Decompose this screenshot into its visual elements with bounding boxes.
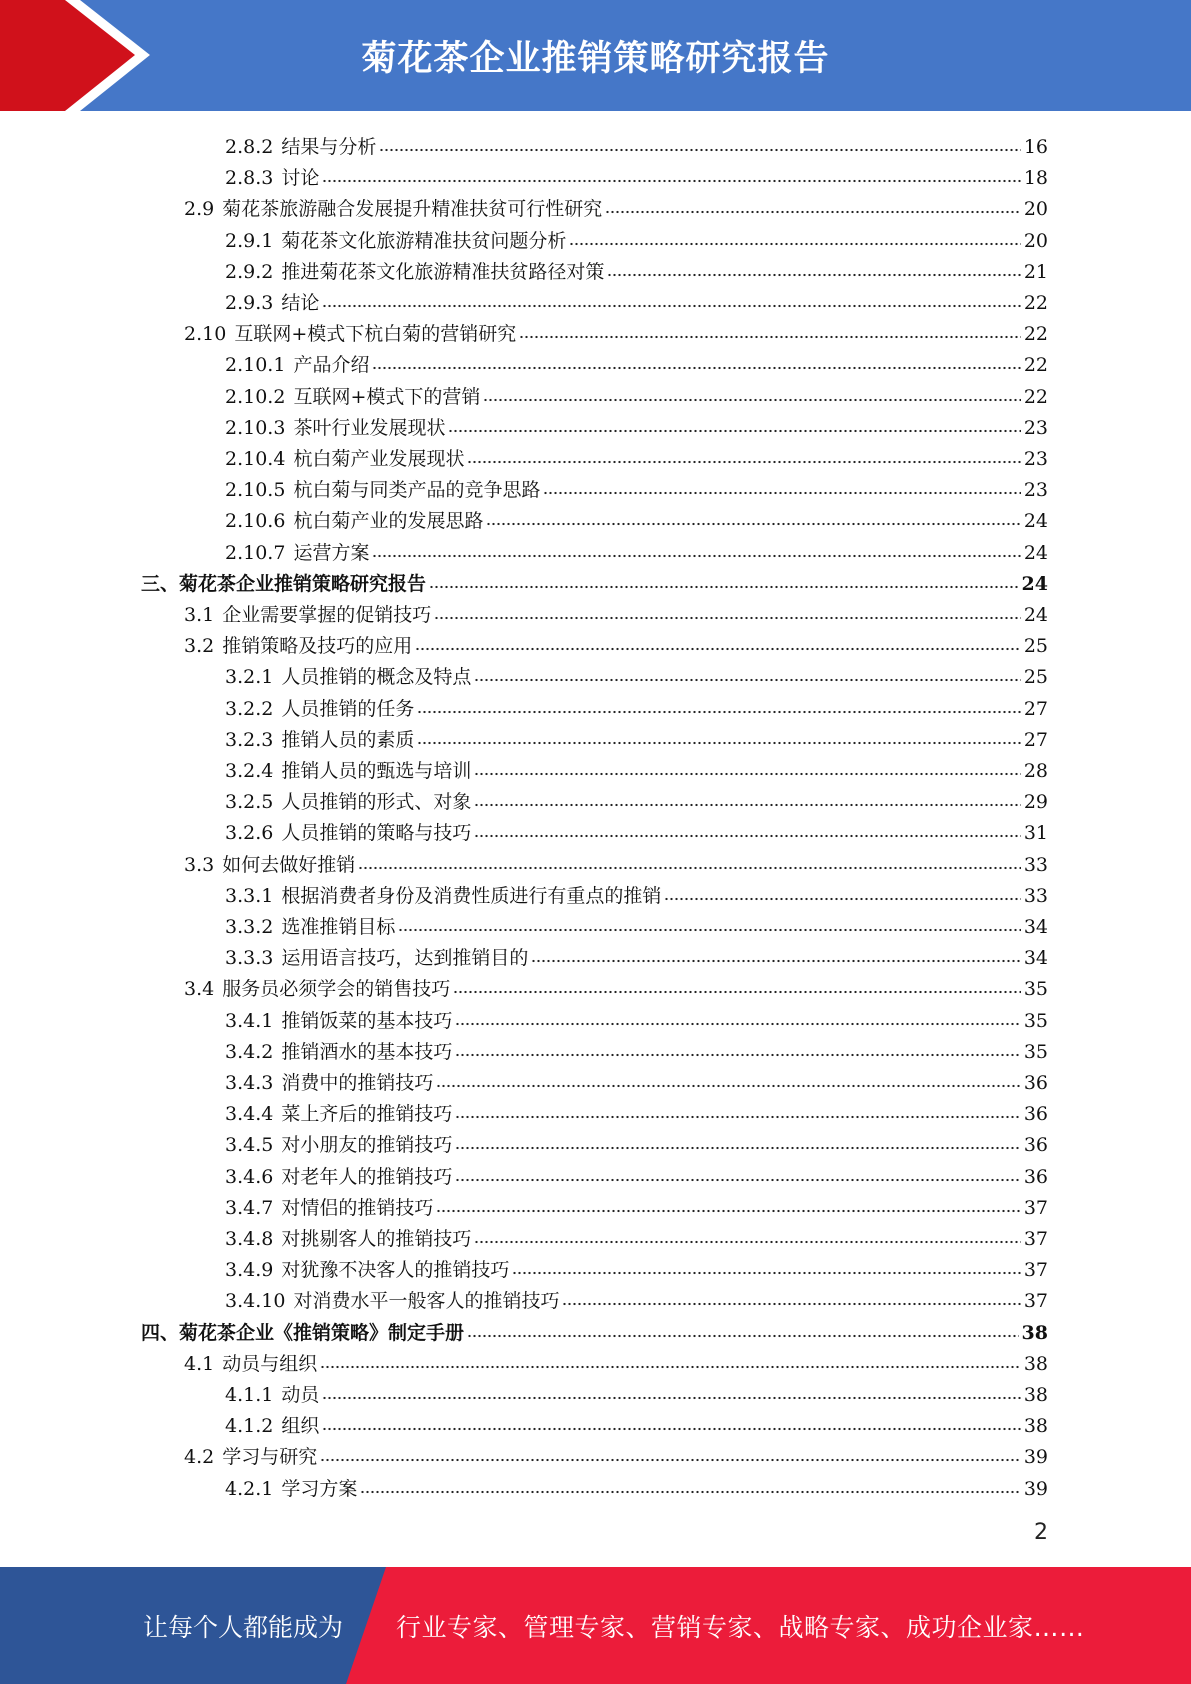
toc-entry[interactable] [225, 689, 1048, 720]
toc-dot-leader [417, 709, 1020, 715]
toc-entry-number: 3.4.8 [225, 1228, 274, 1250]
toc-entry-page: 28 [1023, 760, 1048, 782]
toc-entry-number: 3.4.6 [225, 1165, 274, 1188]
toc-entry-page: 23 [1023, 416, 1048, 439]
toc-dot-leader [455, 1052, 1020, 1058]
toc-entry-title: 讨论 [281, 167, 320, 190]
toc-entry-title: 对消费水平一般客人的推销技巧 [293, 1290, 560, 1313]
toc-entry-title: 互联网+模式下的营销 [293, 385, 481, 408]
toc-entry-title: 人员推销的任务 [281, 697, 415, 720]
toc-entry[interactable] [184, 314, 1048, 345]
toc-dot-leader [322, 303, 1020, 309]
toc-entry-title: 产品介绍 [293, 354, 370, 377]
toc-entry[interactable] [225, 127, 1048, 158]
toc-entry-number: 3.3.3 [225, 947, 274, 970]
toc-entry-page: 36 [1023, 1134, 1048, 1157]
toc-entry-number: 4.2 [184, 1446, 215, 1469]
toc-entry[interactable] [225, 1188, 1048, 1219]
toc-dot-leader [664, 896, 1020, 902]
toc-entry-title: 茶叶行业发展现状 [293, 416, 446, 439]
toc-entry-title: 运营方案 [293, 541, 370, 564]
toc-entry-page: 21 [1023, 260, 1048, 283]
toc-entry-title: 杭白菊与同类产品的竞争思路 [293, 479, 541, 502]
toc-entry[interactable] [225, 1063, 1048, 1094]
toc-entry-number: 3.2.6 [225, 822, 274, 845]
toc-entry[interactable] [225, 221, 1048, 252]
toc-entry-title: 消费中的推销技巧 [281, 1072, 434, 1094]
toc-entry-title: 推销饭菜的基本技巧 [281, 1009, 453, 1032]
toc-entry-page: 24 [1023, 604, 1048, 626]
toc-entry-page: 37 [1023, 1196, 1048, 1219]
toc-entry-number: 3.3.2 [225, 916, 274, 938]
toc-dot-leader [474, 677, 1020, 683]
toc-entry[interactable] [225, 907, 1048, 938]
toc-entry-title: 杭白菊产业发展现状 [293, 448, 465, 470]
toc-entry-page: 37 [1023, 1228, 1048, 1250]
toc-entry-page: 35 [1023, 1009, 1048, 1032]
toc-dot-leader [455, 1177, 1020, 1183]
toc-entry-title: 人员推销的概念及特点 [281, 666, 472, 689]
toc-entry[interactable] [225, 1375, 1048, 1406]
toc-dot-leader [436, 1208, 1020, 1214]
toc-entry-number: 2.9.1 [225, 229, 274, 252]
toc-entry-number: 2.10 [184, 323, 227, 346]
toc-entry[interactable] [184, 969, 1048, 1000]
toc-entry-title: 服务员必须学会的销售技巧 [222, 978, 451, 1001]
toc-entry-number: 3.4.9 [225, 1259, 274, 1282]
toc-entry-page: 34 [1023, 916, 1048, 938]
toc-dot-leader [483, 397, 1020, 403]
toc-dot-leader [372, 553, 1020, 559]
toc-entry-title: 运用语言技巧，达到推销目的 [281, 947, 529, 970]
toc-entry-number: 2.10.6 [225, 510, 286, 533]
toc-entry-number: 3.1 [184, 604, 215, 626]
toc-entry-number: 3.4.3 [225, 1072, 274, 1094]
toc-entry-page: 16 [1023, 136, 1048, 158]
toc-entry-number: 3.2.4 [225, 760, 274, 782]
toc-entry[interactable] [225, 1157, 1048, 1188]
toc-entry-title: 推销策略及技巧的应用 [222, 635, 413, 658]
toc-entry-title: 对小朋友的推销技巧 [281, 1134, 453, 1157]
toc-entry-number: 2.8.2 [225, 136, 274, 158]
toc-dot-leader [455, 1021, 1020, 1027]
toc-entry-title: 人员推销的策略与技巧 [281, 822, 472, 845]
toc-dot-leader [467, 1333, 1019, 1339]
toc-entry-page: 25 [1023, 635, 1048, 658]
toc-entry[interactable] [225, 283, 1048, 314]
toc-entry[interactable] [225, 252, 1048, 283]
toc-dot-leader [569, 241, 1020, 247]
toc-entry-number: 3.2.5 [225, 791, 274, 814]
toc-entry[interactable] [225, 751, 1048, 782]
toc-entry-number: 2.9.3 [225, 292, 274, 314]
toc-entry-page: 37 [1023, 1259, 1048, 1282]
toc-entry-number: 3.4.1 [225, 1009, 274, 1032]
toc-entry[interactable] [184, 1344, 1048, 1375]
toc-entry-number: 3.4 [184, 978, 215, 1001]
toc-dot-leader [531, 958, 1020, 964]
toc-entry[interactable] [225, 782, 1048, 813]
toc-dot-leader [455, 1145, 1020, 1151]
toc-entry-title: 互联网+模式下杭白菊的营销研究 [234, 323, 517, 346]
toc-dot-leader [453, 989, 1021, 995]
toc-entry[interactable] [225, 1125, 1048, 1156]
toc-dot-leader [474, 1239, 1020, 1245]
toc-entry-title: 选准推销目标 [281, 916, 396, 938]
toc-entry-title: 动员 [281, 1384, 320, 1406]
toc-entry[interactable] [225, 938, 1048, 969]
toc-dot-leader [607, 272, 1020, 278]
toc-entry-number: 2.8.3 [225, 167, 274, 190]
toc-entry[interactable] [225, 876, 1048, 907]
toc-entry-page: 20 [1023, 198, 1048, 221]
toc-entry[interactable] [225, 377, 1048, 408]
toc-entry-number: 3.2.2 [225, 697, 274, 720]
toc-entry-title: 对挑剔客人的推销技巧 [281, 1228, 472, 1250]
toc-entry-number: 3.3 [184, 853, 215, 876]
toc-dot-leader [429, 584, 1019, 590]
toc-entry-page: 35 [1023, 1040, 1048, 1063]
toc-dot-leader [322, 178, 1020, 184]
toc-entry-title: 四、菊花茶企业《推销策略》制定手册 [141, 1321, 465, 1344]
toc-dot-leader [605, 209, 1021, 215]
toc-entry[interactable] [225, 345, 1048, 376]
toc-entry-page: 20 [1023, 229, 1048, 252]
toc-entry-number: 3.4.2 [225, 1040, 274, 1063]
toc-entry-page: 35 [1023, 978, 1048, 1001]
toc-dot-leader [474, 771, 1020, 777]
toc-dot-leader [415, 646, 1021, 652]
toc-entry-page: 39 [1023, 1477, 1048, 1500]
toc-dot-leader [512, 1270, 1020, 1276]
toc-entry-title: 学习方案 [281, 1477, 358, 1500]
toc-entry-page: 22 [1023, 292, 1048, 314]
toc-dot-leader [320, 1457, 1021, 1463]
toc-dot-leader [436, 1083, 1020, 1089]
toc-entry[interactable] [225, 657, 1048, 688]
toc-dot-leader [358, 865, 1021, 871]
toc-entry-title: 菊花茶旅游融合发展提升精准扶贫可行性研究 [222, 198, 603, 221]
toc-entry-page: 24 [1021, 572, 1048, 595]
toc-entry-title: 对犹豫不决客人的推销技巧 [281, 1259, 510, 1282]
toc-entry-page: 38 [1023, 1352, 1048, 1375]
toc-entry-page: 39 [1023, 1446, 1048, 1469]
toc-entry[interactable] [225, 533, 1048, 564]
toc-entry-title: 组织 [281, 1415, 320, 1438]
toc-entry-title: 动员与组织 [222, 1352, 318, 1375]
toc-entry[interactable] [225, 1094, 1048, 1125]
toc-entry[interactable] [184, 845, 1048, 876]
toc-entry-title: 根据消费者身份及消费性质进行有重点的推销 [281, 884, 662, 907]
toc-entry-title: 三、菊花茶企业推销策略研究报告 [141, 572, 427, 595]
toc-entry[interactable] [225, 1032, 1048, 1063]
toc-entry[interactable] [225, 1281, 1048, 1312]
toc-entry-page: 24 [1023, 510, 1048, 533]
toc-entry-title: 对情侣的推销技巧 [281, 1196, 434, 1219]
toc-entry-page: 38 [1021, 1321, 1048, 1344]
toc-entry-number: 3.4.7 [225, 1196, 274, 1219]
toc-entry-page: 22 [1023, 323, 1048, 346]
toc-entry-title: 菜上齐后的推销技巧 [281, 1103, 453, 1126]
footer-slogan-left: 让每个人都能成为 [143, 1612, 344, 1642]
toc-entry-number: 2.10.4 [225, 448, 286, 470]
toc-entry-number: 3.4.5 [225, 1134, 274, 1157]
header-title: 菊花茶企业推销策略研究报告 [361, 38, 830, 79]
toc-entry[interactable] [184, 626, 1048, 657]
toc-entry-title: 菊花茶文化旅游精准扶贫问题分析 [281, 229, 567, 252]
toc-entry-title: 杭白菊产业的发展思路 [293, 510, 484, 533]
toc-dot-leader [474, 833, 1020, 839]
page-footer [0, 1567, 1191, 1684]
toc-entry-page: 36 [1023, 1103, 1048, 1126]
toc-dot-leader [320, 1364, 1021, 1370]
toc-dot-leader [322, 1426, 1020, 1432]
toc-dot-leader [486, 521, 1020, 527]
toc-entry-title: 推销酒水的基本技巧 [281, 1040, 453, 1063]
toc-entry[interactable] [225, 501, 1048, 532]
footer-slogan-right: 行业专家、管理专家、营销专家、战略专家、成功企业家…… [396, 1612, 1085, 1642]
toc-entry-title: 企业需要掌握的促销技巧 [222, 604, 432, 626]
toc-dot-leader [474, 802, 1020, 808]
toc-entry-number: 4.1.2 [225, 1415, 274, 1438]
toc-entry-number: 3.4.4 [225, 1103, 274, 1126]
toc-entry[interactable] [184, 595, 1048, 626]
toc-entry-title: 结果与分析 [281, 136, 377, 158]
toc-entry[interactable] [184, 189, 1048, 220]
toc-entry[interactable] [225, 158, 1048, 189]
toc-dot-leader [360, 1489, 1020, 1495]
toc-entry[interactable] [225, 1250, 1048, 1281]
toc-entry[interactable] [225, 1219, 1048, 1250]
toc-dot-leader [467, 459, 1020, 465]
toc-entry-title: 推销人员的素质 [281, 728, 415, 751]
toc-entry-number: 4.1 [184, 1352, 215, 1375]
toc-dot-leader [455, 1114, 1020, 1120]
toc-entry-number: 2.10.2 [225, 385, 286, 408]
toc-entry[interactable] [225, 813, 1048, 844]
toc-entry[interactable] [141, 564, 1048, 595]
toc-entry[interactable] [141, 1313, 1048, 1344]
toc-entry-page: 18 [1023, 167, 1048, 190]
toc-entry-page: 37 [1023, 1290, 1048, 1313]
toc-entry[interactable] [225, 1406, 1048, 1437]
toc-entry[interactable] [184, 1437, 1048, 1468]
toc-entry-title: 结论 [281, 292, 320, 314]
toc-entry-number: 2.10.3 [225, 416, 286, 439]
page-header [0, 0, 1191, 111]
toc-entry-page: 33 [1023, 884, 1048, 907]
toc-entry-page: 27 [1023, 697, 1048, 720]
toc-dot-leader [519, 334, 1021, 340]
toc-entry-title: 推进菊花茶文化旅游精准扶贫路径对策 [281, 260, 605, 283]
page-number: 2 [1034, 1520, 1048, 1545]
toc-entry[interactable] [225, 408, 1048, 439]
toc-dot-leader [372, 365, 1020, 371]
toc-entry-title: 推销人员的甄选与培训 [281, 760, 472, 782]
toc-entry-number: 2.10.5 [225, 479, 286, 502]
toc-entry-title: 对老年人的推销技巧 [281, 1165, 453, 1188]
toc-entry-page: 36 [1023, 1165, 1048, 1188]
toc-entry[interactable] [225, 720, 1048, 751]
toc-entry-number: 2.10.7 [225, 541, 286, 564]
toc-dot-leader [417, 740, 1020, 746]
toc-entry-number: 4.2.1 [225, 1477, 274, 1500]
toc-entry-number: 4.1.1 [225, 1384, 274, 1406]
toc-entry-number: 3.3.1 [225, 884, 274, 907]
toc-entry-page: 29 [1023, 791, 1048, 814]
toc-entry-title: 如何去做好推销 [222, 853, 356, 876]
toc-entry[interactable] [225, 1001, 1048, 1032]
toc-dot-leader [398, 927, 1020, 933]
toc-entry-page: 27 [1023, 728, 1048, 751]
toc-dot-leader [448, 428, 1020, 434]
toc-entry-number: 3.2.1 [225, 666, 274, 689]
toc-entry-number: 3.4.10 [225, 1290, 286, 1313]
toc-entry-page: 25 [1023, 666, 1048, 689]
toc-entry-title: 人员推销的形式、对象 [281, 791, 472, 814]
toc-entry[interactable] [225, 1469, 1048, 1500]
toc-entry-page: 31 [1023, 822, 1048, 845]
toc-entry-page: 38 [1023, 1415, 1048, 1438]
toc-dot-leader [379, 147, 1020, 153]
toc-entry-number: 2.10.1 [225, 354, 286, 377]
toc-dot-leader [543, 490, 1020, 496]
toc-dot-leader [434, 615, 1021, 621]
toc-entry-number: 2.9 [184, 198, 215, 221]
toc-entry-page: 24 [1023, 541, 1048, 564]
toc-entry-page: 23 [1023, 448, 1048, 470]
toc-entry-page: 33 [1023, 853, 1048, 876]
toc-entry[interactable] [225, 470, 1048, 501]
toc-entry-page: 23 [1023, 479, 1048, 502]
toc-entry-page: 36 [1023, 1072, 1048, 1094]
toc-entry-page: 34 [1023, 947, 1048, 970]
toc-entry[interactable] [225, 439, 1048, 470]
toc-entry-number: 2.9.2 [225, 260, 274, 283]
toc-entry-page: 22 [1023, 385, 1048, 408]
toc-entry-title: 学习与研究 [222, 1446, 318, 1469]
toc-entry-page: 38 [1023, 1384, 1048, 1406]
toc-entry-number: 3.2 [184, 635, 215, 658]
toc-entry-number: 3.2.3 [225, 728, 274, 751]
toc-dot-leader [562, 1301, 1020, 1307]
toc-dot-leader [322, 1395, 1020, 1401]
toc-entry-page: 22 [1023, 354, 1048, 377]
